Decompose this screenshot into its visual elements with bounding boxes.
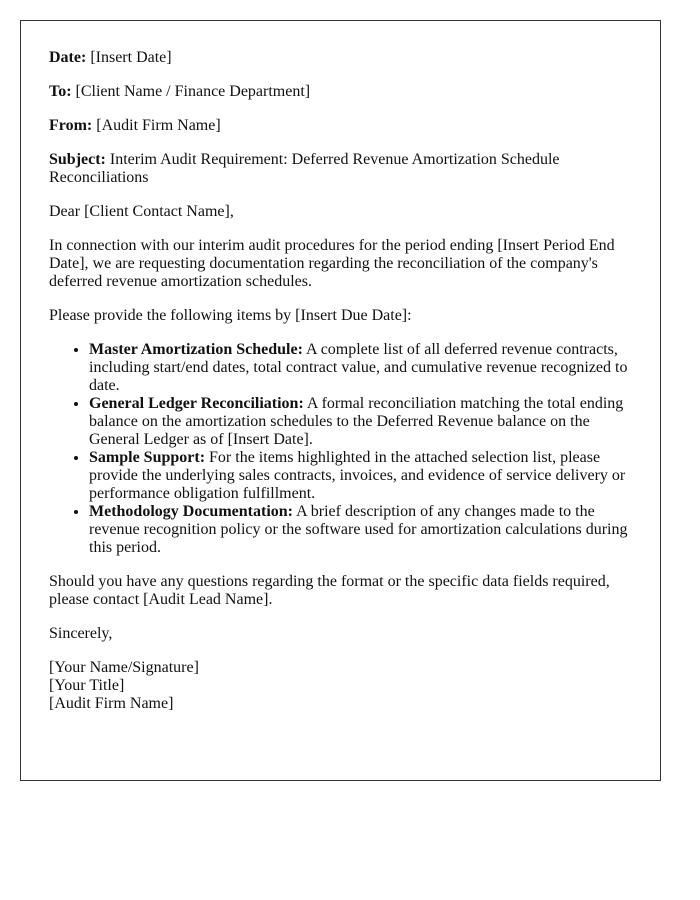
sign-off: Sincerely, [49,625,113,642]
list-item [89,449,632,503]
item-title: Master Amortization Schedule: [89,341,303,358]
date-value: [Insert Date] [90,49,172,66]
list-item [89,341,632,395]
item-text: For the items highlighted in the attached selection list, please provide the underlying sales contracts, invoices, and evidence of service delivery or performance obligation fulfillment. [89,449,626,502]
signature-firm: [Audit Firm Name] [49,695,174,712]
item-title: General Ledger Reconciliation: [89,395,304,412]
subject-value: Interim Audit Requirement: Deferred Revenue Amortization Schedule Reconciliations [49,151,560,186]
item-text: A formal reconciliation matching the total ending balance on the amortization schedules to the Deferred Revenue balance on the General Ledger as of [Insert Date]. [89,395,624,448]
from-value: [Audit Firm Name] [96,117,221,134]
signature-block [49,659,632,713]
closing-paragraph: Should you have any questions regarding the format or the specific data fields required, please contact [Audit Lead Name]. [49,573,610,608]
to-line [49,83,632,101]
signature-title: [Your Title] [49,677,125,694]
date-label: Date: [49,49,87,66]
subject-label: Subject: [49,151,106,168]
letter-document [20,20,661,781]
item-text: A brief description of any changes made to the revenue recognition policy or the software used for amortization calculations during this period. [89,503,628,556]
salutation: Dear [Client Contact Name], [49,203,234,220]
item-title: Methodology Documentation: [89,503,293,520]
list-item [89,503,632,557]
item-text: A complete list of all deferred revenue contracts, including start/end dates, total contract value, and cumulative revenue recognized to date. [89,341,628,394]
intro-paragraph: In connection with our interim audit procedures for the period ending [Insert Period End Date], we are requesting documentation regarding the reconciliation of the company's deferred revenue amortization schedules. [49,237,615,290]
to-label: To: [49,83,72,100]
request-line: Please provide the following items by [Insert Due Date]: [49,307,412,324]
date-line [49,49,632,67]
from-line [49,117,632,135]
requested-items-list [49,341,632,557]
signature-name: [Your Name/Signature] [49,659,199,676]
item-title: Sample Support: [89,449,206,466]
from-label: From: [49,117,93,134]
to-value: [Client Name / Finance Department] [75,83,311,100]
subject-line [49,151,632,187]
list-item [89,395,632,449]
